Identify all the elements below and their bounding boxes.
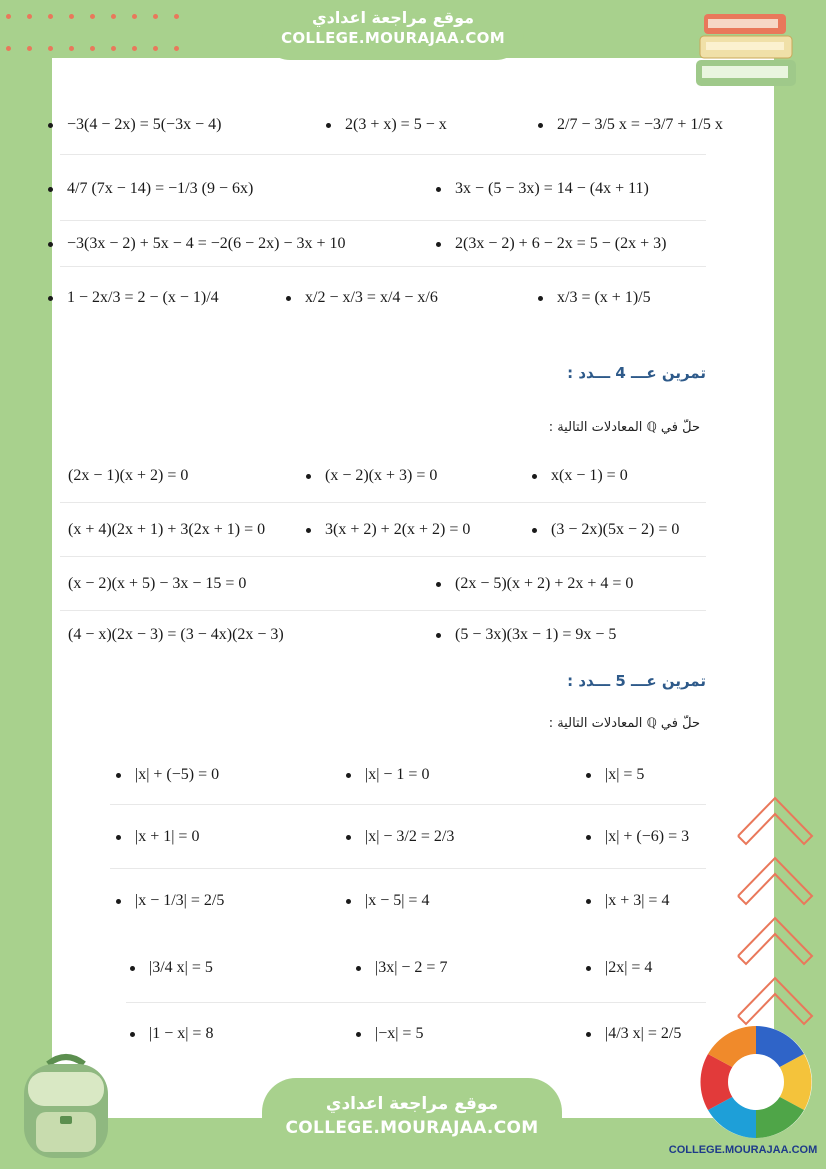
decorative-dot	[6, 46, 11, 51]
equation: (x − 2)(x + 3) = 0	[325, 467, 438, 484]
bullet	[356, 1032, 361, 1037]
exercise4-row	[60, 504, 706, 557]
footer-site-url[interactable]: COLLEGE.MOURAJAA.COM	[285, 1118, 539, 1138]
decorative-dot	[6, 14, 11, 19]
equation: |x| = 5	[605, 766, 645, 783]
equation: |x| + (−5) = 0	[135, 766, 220, 783]
equation: −3(3x − 2) + 5x − 4 = −2(6 − 2x) − 3x + 10	[67, 235, 346, 252]
decorative-dot	[111, 46, 116, 51]
bullet	[586, 773, 591, 778]
equation: x(x − 1) = 0	[551, 467, 628, 484]
bullet	[326, 123, 331, 128]
equation: |x| − 1 = 0	[365, 766, 430, 783]
bullet	[586, 899, 591, 904]
exercise3-row	[60, 268, 706, 328]
decorative-dot	[48, 46, 53, 51]
decorative-dot	[174, 14, 179, 19]
exercise3-row	[60, 96, 723, 155]
bullet	[538, 123, 543, 128]
bullet	[436, 633, 441, 638]
equation: 3x − (5 − 3x) = 14 − (4x + 11)	[455, 180, 649, 197]
equation: 2(3x − 2) + 6 − 2x = 5 − (2x + 3)	[455, 235, 667, 252]
equation: (x + 4)(2x + 1) + 3(2x + 1) = 0	[68, 521, 266, 538]
exercise5-row	[126, 1004, 706, 1064]
exercise5-row	[110, 806, 706, 869]
equation: |x − 1/3| = 2/5	[135, 892, 225, 909]
decorative-dot	[69, 46, 74, 51]
exercise5-row	[126, 934, 706, 1003]
equation: |2x| = 4	[605, 959, 653, 976]
equation: |x − 5| = 4	[365, 892, 430, 909]
equation: 2/7 − 3/5 x = −3/7 + 1/5 x	[557, 116, 723, 133]
header-site-url[interactable]: COLLEGE.MOURAJAA.COM	[281, 29, 505, 47]
bullet	[116, 835, 121, 840]
bullet	[48, 123, 53, 128]
bullet	[48, 296, 53, 301]
chevron-up-decoration-icon	[730, 788, 820, 1038]
decorative-dot	[153, 14, 158, 19]
exercise5-instruction: حلّ في ℚ المعادلات التالية :	[548, 716, 700, 731]
bullet	[130, 1032, 135, 1037]
bullet	[130, 966, 135, 971]
decorative-dot	[27, 46, 32, 51]
bullet	[116, 899, 121, 904]
bullet	[116, 773, 121, 778]
exercise4-heading: تمرين عـــ 4 ـــدد :	[567, 364, 706, 382]
subjects-wheel-logo-icon	[694, 1022, 818, 1142]
equation: (x − 2)(x + 5) − 3x − 15 = 0	[68, 575, 247, 592]
bullet	[346, 773, 351, 778]
bullet	[532, 474, 537, 479]
equation: |3x| − 2 = 7	[375, 959, 448, 976]
bullet	[436, 242, 441, 247]
bullet	[356, 966, 361, 971]
bullet	[586, 835, 591, 840]
equation: 4/7 (7x − 14) = −1/3 (9 − 6x)	[67, 180, 254, 197]
equation: |4/3 x| = 2/5	[605, 1025, 682, 1042]
bullet	[48, 242, 53, 247]
decorative-dot	[48, 14, 53, 19]
equation: |x| − 3/2 = 2/3	[365, 828, 455, 845]
exercise3-row	[60, 222, 706, 267]
equation: |3/4 x| = 5	[149, 959, 213, 976]
equation: (4 − x)(2x − 3) = (3 − 4x)(2x − 3)	[68, 626, 284, 643]
decorative-dot	[69, 14, 74, 19]
decorative-dot	[90, 14, 95, 19]
decorative-dot	[132, 14, 137, 19]
equation: |x| + (−6) = 3	[605, 828, 690, 845]
equation: |−x| = 5	[375, 1025, 424, 1042]
equation: (2x − 5)(x + 2) + 2x + 4 = 0	[455, 575, 634, 592]
bullet	[436, 582, 441, 587]
footer-badge	[262, 1078, 562, 1169]
header-site-name: موقع مراجعة اعدادي	[311, 8, 475, 27]
footer-site-name: موقع مراجعة اعدادي	[325, 1094, 499, 1114]
equation: 1 − 2x/3 = 2 − (x − 1)/4	[67, 289, 219, 306]
books-icon	[692, 8, 804, 94]
bullet	[586, 1032, 591, 1037]
decorative-dot	[132, 46, 137, 51]
equation: (3 − 2x)(5x − 2) = 0	[551, 521, 680, 538]
bullet	[306, 474, 311, 479]
bullet	[48, 187, 53, 192]
equation: |x + 1| = 0	[135, 828, 200, 845]
decorative-dots	[0, 0, 200, 60]
bullet	[286, 296, 291, 301]
equation: x/2 − x/3 = x/4 − x/6	[305, 289, 438, 306]
equation: 3(x + 2) + 2(x + 2) = 0	[325, 521, 471, 538]
bullet	[538, 296, 543, 301]
equation: (5 − 3x)(3x − 1) = 9x − 5	[455, 626, 617, 643]
exercise4-row	[60, 558, 706, 611]
exercise3-row	[60, 158, 706, 221]
equation: |1 − x| = 8	[149, 1025, 214, 1042]
exercise5-heading: تمرين عـــ 5 ـــدد :	[567, 672, 706, 690]
exercise4-row	[60, 612, 706, 658]
equation: x/3 = (x + 1)/5	[557, 289, 651, 306]
backpack-icon	[14, 1050, 118, 1162]
exercise5-row	[110, 870, 706, 932]
decorative-dot	[174, 46, 179, 51]
equation: |x + 3| = 4	[605, 892, 670, 909]
equation: (2x − 1)(x + 2) = 0	[68, 467, 189, 484]
exercise4-instruction: حلّ في ℚ المعادلات التالية :	[548, 420, 700, 435]
bullet	[346, 835, 351, 840]
decorative-dot	[90, 46, 95, 51]
header-badge	[262, 0, 524, 60]
exercise4-row	[60, 450, 706, 503]
equation: −3(4 − 2x) = 5(−3x − 4)	[67, 116, 222, 133]
bullet	[306, 528, 311, 533]
decorative-dot	[153, 46, 158, 51]
equation: 2(3 + x) = 5 − x	[345, 116, 447, 133]
bullet	[586, 966, 591, 971]
decorative-dot	[27, 14, 32, 19]
bullet	[346, 899, 351, 904]
bullet	[532, 528, 537, 533]
bullet	[436, 187, 441, 192]
logo-url-text: COLLEGE.MOURAJAA.COM	[668, 1144, 818, 1156]
decorative-dot	[111, 14, 116, 19]
exercise5-row	[110, 746, 706, 805]
